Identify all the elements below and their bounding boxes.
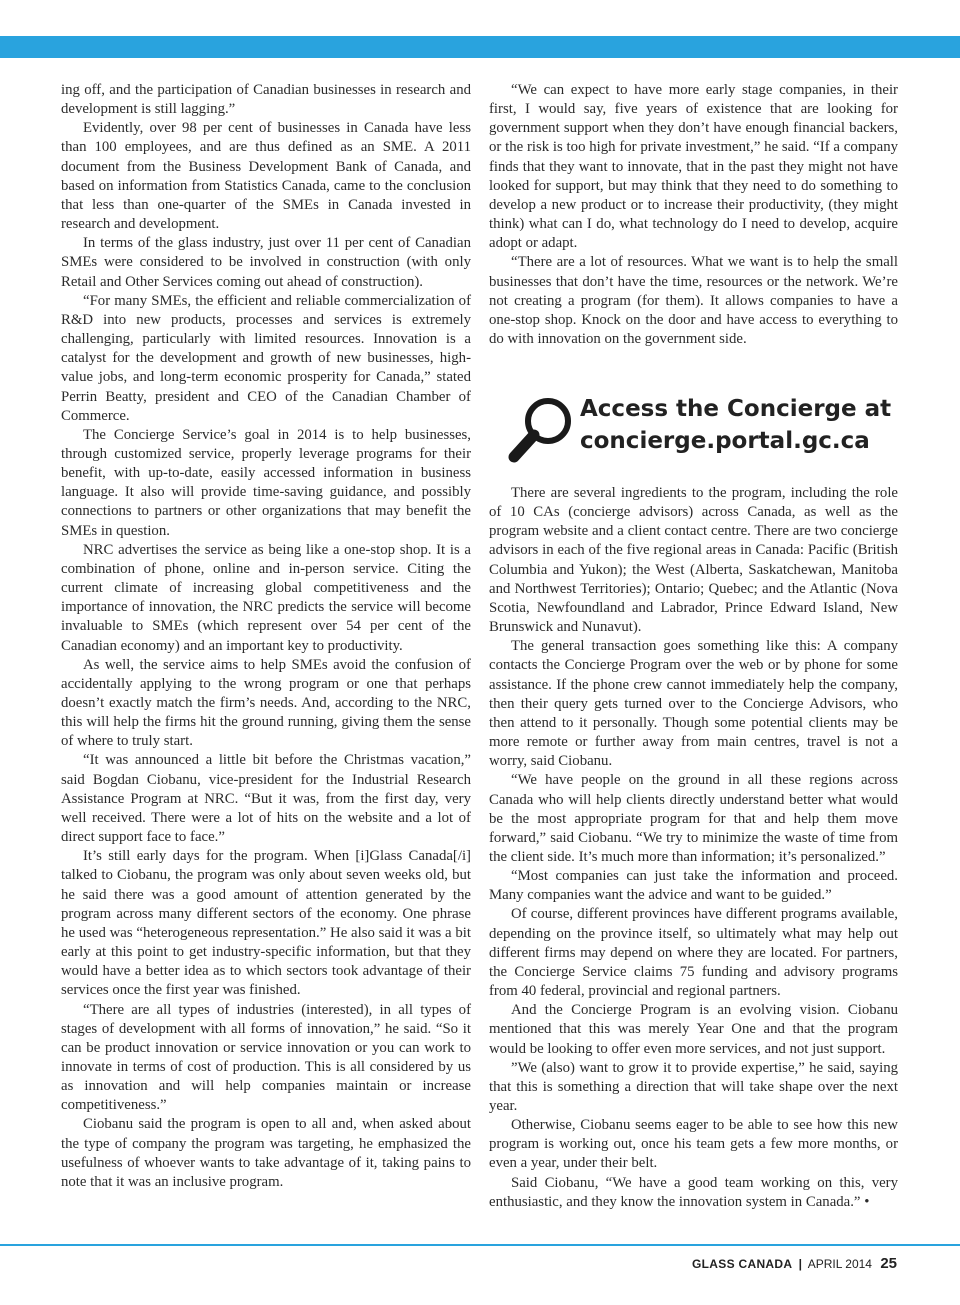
paragraph: ing off, and the participation of Canadian businesses in research and development is still lagging.” xyxy=(61,82,471,118)
paragraph: The general transaction goes something like this: A company contacts the Concierge Program over the web or by phone for some assistance. If the phone crew cannot immediately help the company, then their query gets turned over to the Concierge Advisors, who then attend to it personally. Though some potential clients may be more remote or further away from main centres, travel is not a worry, said Ciobanu. xyxy=(489,638,898,770)
paragraph: “Most companies can just take the information and proceed. Many companies want the advice and want to be guided.” xyxy=(489,868,898,904)
paragraph: As well, the service aims to help SMEs avoid the confusion of accidentally applying to the wrong program or one that perhaps doesn’t exactly match the firm’s needs. And, according to the NRC, this will help the firms hit the ground running, giving them the sense of where to truly start. xyxy=(61,656,471,750)
paragraph: Of course, different provinces have different programs available, depending on the province itself, so ultimately what may help out different firms may depend on where they are located. For partners, the Concierge Service claims 75 funding and advisory programs from 40 federal, provincial and regional partners. xyxy=(489,906,898,1000)
paragraph: Otherwise, Ciobanu seems eager to be able to see how this new program is working out, once his team gets a few more months, or even a year, under their belt. xyxy=(489,1117,898,1172)
paragraph: The Concierge Service’s goal in 2014 is to help businesses, through customized service, properly leverage programs for their benefit, with up-to-date, easily accessed information in business language. It also will provide time-saving guidance, and possibly connections to partners or other organizations that may benefit the SMEs in question. xyxy=(61,426,471,539)
paragraph: “We have people on the ground in all these regions across Canada who will help clients directly understand better what would be the most appropriate program for that and help them move forward,” said Ciobanu. “We try to minimize the waste of time from the client side. It’s much more than information; it’s personalized.” xyxy=(489,772,898,865)
paragraph: In terms of the glass industry, just over 11 per cent of Canadian SMEs were considered to be involved in construction (with only Retail and Other Services coming out ahead of construction). xyxy=(61,235,471,290)
issue-date: APRIL 2014 xyxy=(807,1257,872,1271)
paragraph: Said Ciobanu, “We have a good team working on this, very enthusiastic, and they know the innovation system in Canada.” • xyxy=(489,1174,898,1210)
concierge-callout-text xyxy=(580,393,891,457)
concierge-url[interactable]: concierge.portal.gc.ca xyxy=(580,428,870,454)
paragraph: Ciobanu said the program is open to all and, when asked about the type of company the program was targeting, he emphasized the usefulness of whoever wants to take advantage of it, taking pains to note that it was an inclusive program. xyxy=(61,1116,471,1190)
paragraph: “There are all types of industries (interested), in all types of stages of development with all forms of innovation,” he said. “So it can be product innovation or service innovation or you can work to innovate in terms of cost of production. This is all considered by us as innovation and will help companies maintain or increase competitiveness.” xyxy=(61,1001,471,1114)
paragraph: “For many SMEs, the efficient and reliable commercialization of R&D into new products, processes and services is extremely challenging, particularly with limited resources. Innovation is a catalyst for the development and growth of new businesses, high-value jobs, and long-term economic prosperity for Canada,” stated Perrin Beatty, president and CEO of the Canadian Chamber of Commerce. xyxy=(61,292,471,424)
paragraph: Evidently, over 98 per cent of businesses in Canada have less than 100 employees, and are thus defined as an SME. A 2011 document from the Business Development Bank of Canada, and based on information from Statistics Canada, came to the conclusion that less than one-quarter of the SMEs in Canada invested in research and development. xyxy=(61,120,471,233)
magazine-name: GLASS CANADA xyxy=(692,1257,793,1271)
paragraph: It’s still early days for the program. When [i]Glass Canada[/i] talked to Ciobanu, the program was only about seven weeks old, but he said there was a good amount of attention generated by the program across many different sectors of the economy. One phrase he used was “heterogeneous representation.” He also said it was a bit early at this point to get industry-specific information, but that they would have a better idea as to which sectors took advantage of their services once the first year was finished. xyxy=(61,848,471,999)
footer-separator: | xyxy=(798,1257,803,1271)
page-number: 25 xyxy=(880,1255,897,1272)
footer-rule xyxy=(0,1244,960,1246)
paragraph: “We can expect to have more early stage companies, in their first, I would say, five years of existence that are looking for government support when they don’t have enough financial backers, or the risk is too high for private investment,” he said. “If a company finds that they want to innovate, that in the past they might not have looked for support, but may think that they need to do something to develop a new product or to increase their productivity, (they might think) what can I do, what technology do I need to develop, acquire adopt or adapt. xyxy=(489,82,898,252)
header-color-bar xyxy=(0,36,960,58)
paragraph: “It was announced a little bit before the Christmas vacation,” said Bogdan Ciobanu, vice-president for the Industrial Research Assistance Program at NRC. “But it was, from the first day, very well received. There were a lot of hits on the website and a lot of direct support face to face.” xyxy=(61,752,471,846)
article-column-right-bottom xyxy=(489,484,898,1212)
paragraph: NRC advertises the service as being like a one-stop shop. It is a combination of phone, online and in-person service. Citing the current climate of increasing global competitiveness and the importance of innovation, the NRC predicts the service will become invaluable to SMEs (which represent over 54 per cent of the Canadian economy) and an important key to productivity. xyxy=(61,541,471,654)
article-column-left xyxy=(61,81,471,1192)
magnifying-glass-icon xyxy=(508,395,576,463)
concierge-headline: Access the Concierge at xyxy=(580,396,892,422)
paragraph: ”We (also) want to grow it to provide expertise,” he said, saying that this is something a direction that will take shape over the next year. xyxy=(489,1059,898,1114)
paragraph: “There are a lot of resources. What we want is to help the small businesses that don’t have the time, resources or the network. We’re not creating a program (for them). It allows companies to have a one-stop shop. Knock on the door and have access to everything to do with innovation on the government side. xyxy=(489,254,898,348)
paragraph: There are several ingredients to the program, including the role of 10 CAs (concierge advisors) across Canada, as well as the program website and a client contact centre. There are two concierge advisors in each of the five regional areas in Canada: Pacific (British Columbia and Yukon); the West (Alberta, Saskatchewan, Manitoba and Northwest Territories); Ontario; Quebec; and the Atlantic (Nova Scotia, Newfoundland and Labrador, Prince Edward Island, New Brunswick and Nunavut). xyxy=(489,485,898,636)
paragraph: And the Concierge Program is an evolving vision. Ciobanu mentioned that this was merely Year One and that the program would be looking to offer even more services, and not just support. xyxy=(489,1002,898,1057)
concierge-callout xyxy=(508,393,908,463)
article-column-right-top xyxy=(489,81,898,349)
page-footer xyxy=(692,1255,897,1272)
